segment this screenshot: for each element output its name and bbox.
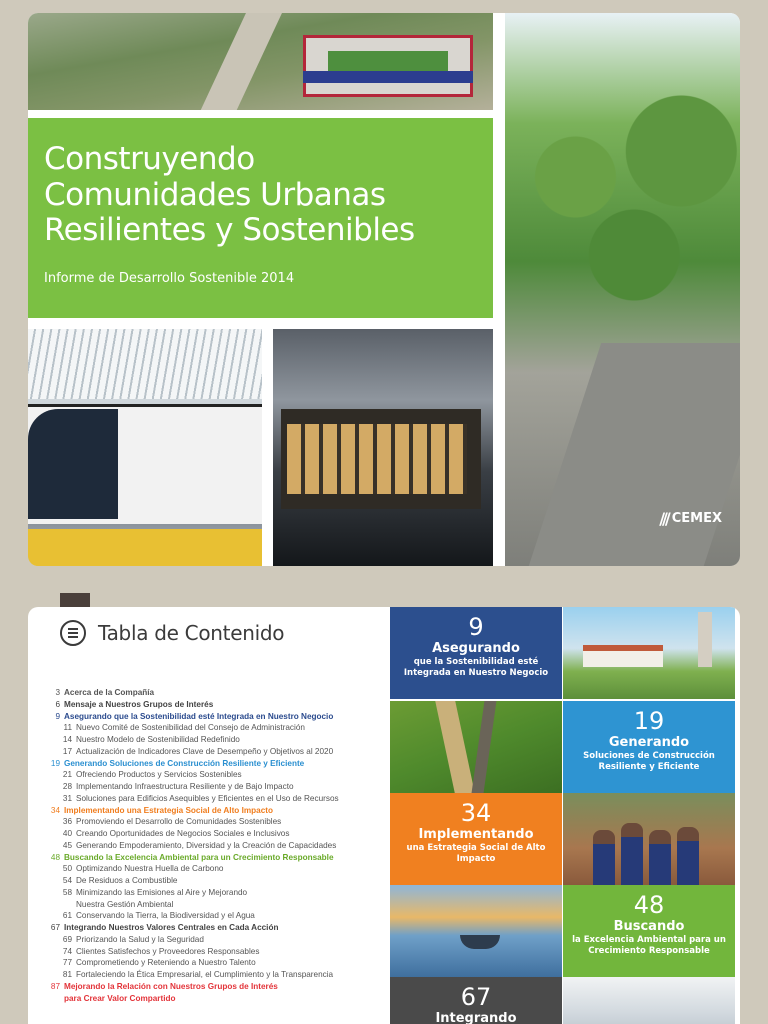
toc-page-number: 81 — [62, 970, 72, 979]
section-tile-9[interactable] — [390, 607, 562, 699]
toc-page-number — [46, 899, 76, 911]
toc-list — [46, 687, 386, 1004]
tile-page-number: 34 — [460, 799, 492, 827]
tile-verb: Implementando — [418, 827, 534, 842]
tile-verb: Integrando — [435, 1011, 517, 1024]
toc-page-number: 3 — [55, 688, 60, 697]
toc-page — [28, 607, 740, 1024]
toc-subsection-entry[interactable] — [46, 934, 386, 946]
tile-description: la Excelencia Ambiental para un Crecimiento Responsable — [572, 935, 726, 956]
cemex-mark-icon: /// — [659, 509, 668, 528]
toc-section-entry[interactable] — [46, 981, 386, 993]
section-tile-48[interactable] — [563, 885, 735, 977]
toc-page-number: 61 — [62, 911, 72, 921]
toc-column — [28, 607, 388, 1024]
toc-entry-text: Clientes Satisfechos y Proveedores Responsables — [76, 946, 260, 956]
tile-verb: Generando — [608, 735, 690, 750]
toc-page-number: 48 — [50, 852, 60, 862]
toc-page-number: 36 — [62, 817, 72, 827]
lake-boat-photo — [390, 885, 562, 977]
toc-title: Tabla de Contenido — [98, 621, 285, 645]
toc-entry-text: Conservando la Tierra, la Biodiversidad y el Agua — [76, 911, 255, 921]
section-tile-34[interactable] — [390, 793, 562, 885]
toc-subsection-entry[interactable] — [46, 722, 386, 734]
tile-page-number: 19 — [633, 707, 665, 735]
toc-subsection-entry[interactable] — [46, 769, 386, 781]
toc-page-number: 45 — [62, 840, 72, 850]
cover-title — [44, 142, 475, 249]
tile-page-number: 67 — [460, 983, 492, 1011]
aerial-stadium-photo — [28, 13, 493, 110]
toc-entry-text: Fortaleciendo la Ética Empresarial, el Cumplimiento y la Transparencia — [76, 970, 334, 979]
tile-verb: Buscando — [613, 919, 685, 934]
toc-page-number: 40 — [62, 829, 72, 838]
toc-entry-text: Ofreciendo Productos y Servicios Sostenibles — [76, 770, 242, 780]
toc-subsection-entry[interactable] — [46, 946, 386, 958]
toc-page-number: 31 — [62, 793, 72, 803]
toc-page-number: 28 — [62, 782, 72, 791]
section-tile-19[interactable] — [563, 701, 735, 793]
tile-page-number: 48 — [633, 891, 665, 919]
toc-section-entry[interactable] — [46, 852, 386, 864]
list-icon — [60, 620, 86, 646]
toc-entry-text: Minimizando las Emisiones al Aire y Mejorando — [76, 887, 248, 897]
toc-subsection-entry[interactable] — [46, 875, 386, 887]
aerial-road-photo — [390, 701, 562, 793]
toc-entry-text: Generando Empoderamiento, Diversidad y la Creación de Capacidades — [76, 840, 337, 850]
toc-page-number: 34 — [50, 805, 60, 815]
tile-verb: Asegurando — [432, 641, 520, 656]
schoolchildren-photo — [563, 793, 735, 885]
toc-subsection-entry[interactable] — [46, 910, 386, 922]
toc-entry-text: Buscando la Excelencia Ambiental para un Crecimiento Responsable — [64, 852, 334, 862]
toc-subsection-entry[interactable] — [46, 863, 386, 875]
tile-description: que la Sostenibilidad esté Integrada en Nuestro Negocio — [403, 657, 549, 678]
metro-train-photo — [28, 329, 262, 566]
toc-subsection-entry[interactable] — [46, 734, 386, 746]
toc-page-number — [46, 993, 64, 1005]
toc-page-number: 6 — [55, 699, 60, 709]
toc-entry-text: Nuestra Gestión Ambiental — [76, 899, 174, 909]
building-night-photo — [273, 329, 493, 566]
tile-description: Soluciones de Construcción Resiliente y Eficiente — [583, 751, 715, 772]
report-cover — [28, 13, 740, 566]
toc-page-number: 58 — [62, 887, 72, 897]
toc-subsection-entry[interactable] — [46, 969, 386, 981]
toc-entry-text: Nuevo Comité de Sostenibilidad del Consejo de Administración — [76, 723, 305, 733]
toc-page-number: 77 — [62, 958, 72, 968]
toc-subsection-entry[interactable] — [46, 840, 386, 852]
toc-entry-text: Priorizando la Salud y la Seguridad — [76, 934, 204, 944]
brand-name: CEMEX — [671, 511, 722, 526]
workers-truck-photo — [563, 977, 735, 1024]
toc-section-entry[interactable] — [46, 993, 386, 1005]
cemex-logo — [659, 509, 722, 528]
toc-entry-text: Optimizando Nuestra Huella de Carbono — [76, 864, 224, 874]
cement-plant-photo — [563, 607, 735, 699]
toc-page-number: 50 — [62, 864, 72, 874]
toc-subsection-entry[interactable] — [46, 828, 386, 840]
toc-section-entry[interactable] — [46, 805, 386, 817]
toc-page-number: 14 — [62, 735, 72, 744]
toc-entry-text: Promoviendo el Desarrollo de Comunidades Sostenibles — [76, 817, 282, 827]
toc-entry-text: Acerca de la Compañía — [64, 688, 155, 697]
toc-page-number: 87 — [50, 981, 60, 991]
toc-entry-text: Nuestro Modelo de Sostenibilidad Redefinido — [76, 735, 240, 744]
tile-page-number: 9 — [468, 613, 484, 641]
toc-subsection-entry[interactable] — [46, 887, 386, 899]
toc-subsection-entry[interactable] — [46, 957, 386, 969]
toc-entry-text: Soluciones para Edificios Asequibles y Eficientes en el Uso de Recursos — [76, 793, 339, 803]
toc-page-number: 74 — [62, 946, 72, 956]
tile-description: una Estrategia Social de Alto Impacto — [406, 843, 546, 864]
title-panel — [28, 118, 493, 318]
toc-subsection-entry[interactable] — [46, 746, 386, 758]
toc-subsection-entry[interactable] — [46, 793, 386, 805]
toc-section-entry[interactable] — [46, 758, 386, 770]
toc-page-number: 21 — [62, 770, 72, 780]
toc-page-number: 19 — [50, 758, 60, 768]
toc-subsection-entry[interactable] — [46, 781, 386, 793]
toc-entry-text: Implementando Infraestructura Resiliente y de Bajo Impacto — [76, 782, 294, 791]
toc-subsection-entry[interactable] — [46, 899, 386, 911]
toc-page-number: 54 — [62, 876, 72, 885]
toc-entry-text: para Crear Valor Compartido — [64, 993, 176, 1003]
toc-page-number: 17 — [62, 746, 72, 756]
toc-entry-text: Integrando Nuestros Valores Centrales en Cada Acción — [64, 923, 279, 932]
cover-title-line: Construyendo — [44, 141, 255, 177]
toc-section-entry[interactable] — [46, 687, 386, 699]
toc-entry-text: Mensaje a Nuestros Grupos de Interés — [64, 699, 214, 709]
cover-title-line: Resilientes y Sostenibles — [44, 212, 415, 249]
toc-entry-text: Comprometiendo y Reteniendo a Nuestro Talento — [76, 958, 256, 968]
toc-subsection-entry[interactable] — [46, 816, 386, 828]
toc-page-number: 11 — [63, 723, 72, 733]
toc-page-number: 69 — [62, 934, 72, 944]
toc-entry-text: Actualización de Indicadores Clave de Desempeño y Objetivos al 2020 — [76, 746, 334, 756]
cover-title-line: Comunidades Urbanas — [44, 176, 386, 213]
toc-entry-text: Generando Soluciones de Construcción Resiliente y Eficiente — [64, 758, 305, 768]
toc-entry-text: De Residuos a Combustible — [76, 876, 178, 885]
tree-lined-street-photo — [505, 13, 740, 566]
toc-entry-text: Creando Oportunidades de Negocios Sociales e Inclusivos — [76, 829, 290, 838]
toc-entry-text: Asegurando que la Sostenibilidad esté Integrada en Nuestro Negocio — [64, 711, 334, 721]
toc-section-entry[interactable] — [46, 699, 386, 711]
toc-heading — [60, 620, 284, 646]
toc-entry-text: Mejorando la Relación con Nuestros Grupos de Interés — [64, 981, 278, 991]
section-tile-67[interactable] — [390, 977, 562, 1024]
toc-page-number: 67 — [50, 923, 60, 932]
toc-entry-text: Implementando una Estrategia Social de Alto Impacto — [64, 805, 273, 815]
cover-subtitle: Informe de Desarrollo Sostenible 2014 — [44, 270, 295, 286]
toc-section-entry[interactable] — [46, 922, 386, 934]
toc-section-entry[interactable] — [46, 711, 386, 723]
toc-page-number: 9 — [55, 711, 60, 721]
